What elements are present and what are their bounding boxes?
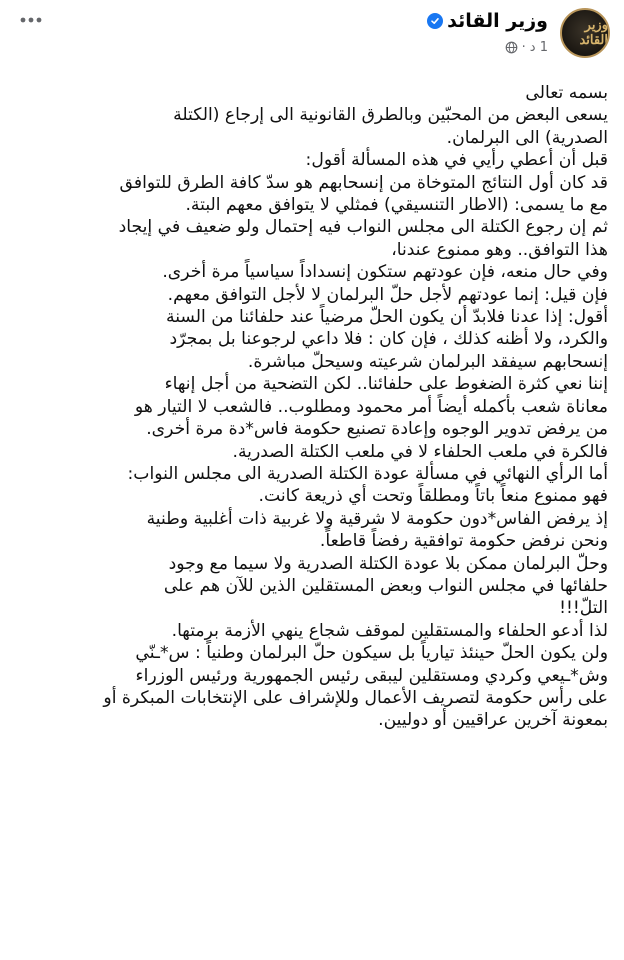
meta-separator: · — [521, 40, 526, 55]
post-text-line: معاناة شعب بأكمله أيضاً أمر محمود ومطلوب.. فالشعب لا التيار هو — [134, 396, 608, 417]
post-text-line: وش*ـيعي وكردي ومستقلين ليبقى رئيس الجمهورية ورئيس الوزراء — [135, 665, 608, 686]
post-meta — [505, 40, 548, 55]
post-text-line: على رأس حكومة لتصريف الأعمال وللإشراف على الإنتخابات المبكرة أو — [103, 687, 608, 708]
post-text-line: يسعى البعض من المحبّين وبالطرق القانونية الى إرجاع (الكتلة — [173, 105, 608, 126]
post-text-line: بسمه تعالى — [525, 83, 608, 103]
post-text-line: ولن يكون الحلّ حينئذ تيارياً بل سيكون حلّ البرلمان وطنياً : س*ـنّي — [135, 643, 608, 664]
post-text-line: قد كان أول النتائج المتوخاة من إنسحابهم هو سدّ كافة الطرق للتوافق — [119, 172, 608, 193]
page-name-row — [427, 10, 548, 32]
post-text-line: فإن قيل: إنما عودتهم لأجل حلّ البرلمان لا لأجل التوافق معهم. — [167, 284, 608, 305]
post-text-line: أقول: إذا عدنا فلابدّ أن يكون الحلّ مرضياً عند حلفائنا من السنة — [166, 307, 608, 328]
post-text-line: مع ما يسمى: (الاطار التنسيقي) فمثلي لا يتوافق معهم البتة. — [185, 195, 608, 216]
post-text-line: فالكرة في ملعب الحلفاء لا في ملعب الكتلة الصدرية. — [232, 441, 608, 462]
post-text-line: لذا أدعو الحلفاء والمستقلين لموقف شجاع ينهي الأزمة برمتها. — [171, 620, 608, 641]
post-text-line: ونحن نرفض حكومة توافقية رفضاً قاطعاً. — [319, 531, 608, 552]
page-name[interactable]: وزير القائد — [447, 10, 548, 32]
globe-icon[interactable] — [505, 41, 518, 54]
post-text-line: أما الرأي النهائي في مسألة عودة الكتلة الصدرية الى مجلس النواب: — [127, 463, 608, 484]
post-text-line: وحلّ البرلمان ممكن بلا عودة الكتلة الصدرية ولا سيما مع وجود — [168, 553, 608, 574]
post-header — [0, 0, 624, 80]
post-text-line: التلّ!!! — [559, 598, 608, 619]
post-text-line: ثم إن رجوع الكتلة الى مجلس النواب فيه إحتمال ولو ضعيف في إيجاد — [118, 217, 608, 238]
post-text-line: من يرفض تدوير الوجوه وإعادة تصنيع حكومة فاس*دة مرة أخرى. — [146, 419, 608, 440]
page-avatar[interactable] — [560, 8, 610, 58]
post-text-line: وفي حال منعه، فإن عودتهم ستكون إنسداداً سياسياً مرة أخرى. — [162, 262, 608, 283]
post-text-line: إننا نعي كثرة الضغوط على حلفائنا.. لكن التضحية من أجل إنهاء — [164, 374, 608, 395]
post-body — [22, 82, 608, 732]
verified-badge-icon — [427, 13, 443, 29]
more-options-icon[interactable] — [16, 10, 46, 30]
post-text-line: والكرد، ولا أظنه كذلك ، فإن كان : فلا داعي لرجوعنا بل بمجرّد — [169, 329, 608, 350]
post-text-line: فهو ممنوع منعاً باتاً ومطلقاً وتحت أي ذريعة كانت. — [258, 486, 608, 507]
avatar-logo-text: وزير القائد — [579, 18, 608, 48]
post-text-line: هذا التوافق.. وهو ممنوع عندنا، — [391, 239, 608, 260]
post-text-line: إنسحابهم سيفقد البرلمان شرعيته وسيحلّ مباشرة. — [247, 351, 608, 372]
post-text-line: الصدرية) الى البرلمان. — [446, 127, 608, 148]
post-text-line: إذ يرفض الفاس*دون حكومة لا شرقية ولا غربية ذات أغلبية وطنية — [146, 508, 608, 529]
post-text-line: حلفائها في مجلس النواب وبعض المستقلين الذين للآن هم على — [163, 575, 608, 596]
post-text-line: قبل أن أعطي رأيي في هذه المسألة أقول: — [305, 150, 608, 171]
post-timestamp[interactable]: 1 د — [529, 40, 548, 55]
post-text-line: بمعونة آخرين عراقيين أو دوليين. — [378, 710, 608, 731]
